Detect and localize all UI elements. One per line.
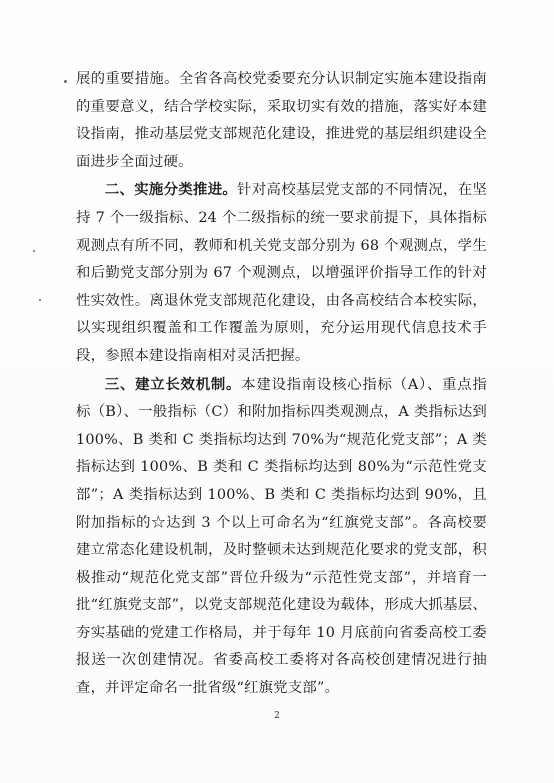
- scan-mark: [64, 80, 67, 83]
- section-heading: 三、建立长效机制。: [104, 375, 242, 393]
- paragraph-section-three: [76, 371, 487, 703]
- paragraph-continuation: [76, 66, 487, 176]
- paragraph-text: 展的重要措施。全省各高校党委要充分认识制定实施本建设指南的重要意义，结合学校实际，采取切实有效的措施，落实好本建设指南，推动基层党支部规范化建设，推进党的基层组织建设全面进步全面过硬。: [76, 71, 487, 170]
- scan-mark: [39, 299, 41, 301]
- page-number: 2: [274, 711, 280, 721]
- scan-mark: [33, 250, 35, 252]
- document-body: [76, 66, 487, 703]
- paragraph-text: 针对高校基层党支部的不同情况，在坚持 7 个一级指标、24 个二级指标的统一要求前提下，具体指标观测点有所不同，教师和机关党支部分别为 68 个观测点，学生和后勤党支部分别为 67 个观测点，以增强评价指导工作的针对性实效性。离退休党支部规范化建设，由各高校结合本校实际，以实现组织覆盖和工作覆盖为原则，充分运用现代信息技术手段，参照本建设指南相对灵活把握。: [76, 182, 487, 364]
- section-heading: 二、实施分类推进。: [104, 181, 238, 199]
- paragraph-text: 本建设指南设核心指标（A）、重点指标（B）、一般指标（C）和附加指标四类观测点，A 类指标达到 100%、B 类和 C 类指标均达到 70%为“规范化党支部”；A 类指标达到 100%、B 类和 C 类指标均达到 80%为“示范性党支部”；A 类指标达到 100%、B 类和 C 类指标均达到 90%，且附加指标的☆达到 3 个以上可命名为“红旗党支部”。各高校要建立常态化建设机制，及时整顿未达到规范化要求的党支部，积极推动“规范化党支部”晋位升级为“示范性党支部”，并培育一批“红旗党支部”，以党支部规范化建设为载体，形成大抓基层、夯实基础的党建工作格局，并于每年 10 月底前向省委高校工委报送一次创建情况。省委高校工委将对各高校创建情况进行抽查，并评定命名一批省级“红旗党支部”。: [76, 376, 487, 697]
- paragraph-section-two: [76, 176, 487, 370]
